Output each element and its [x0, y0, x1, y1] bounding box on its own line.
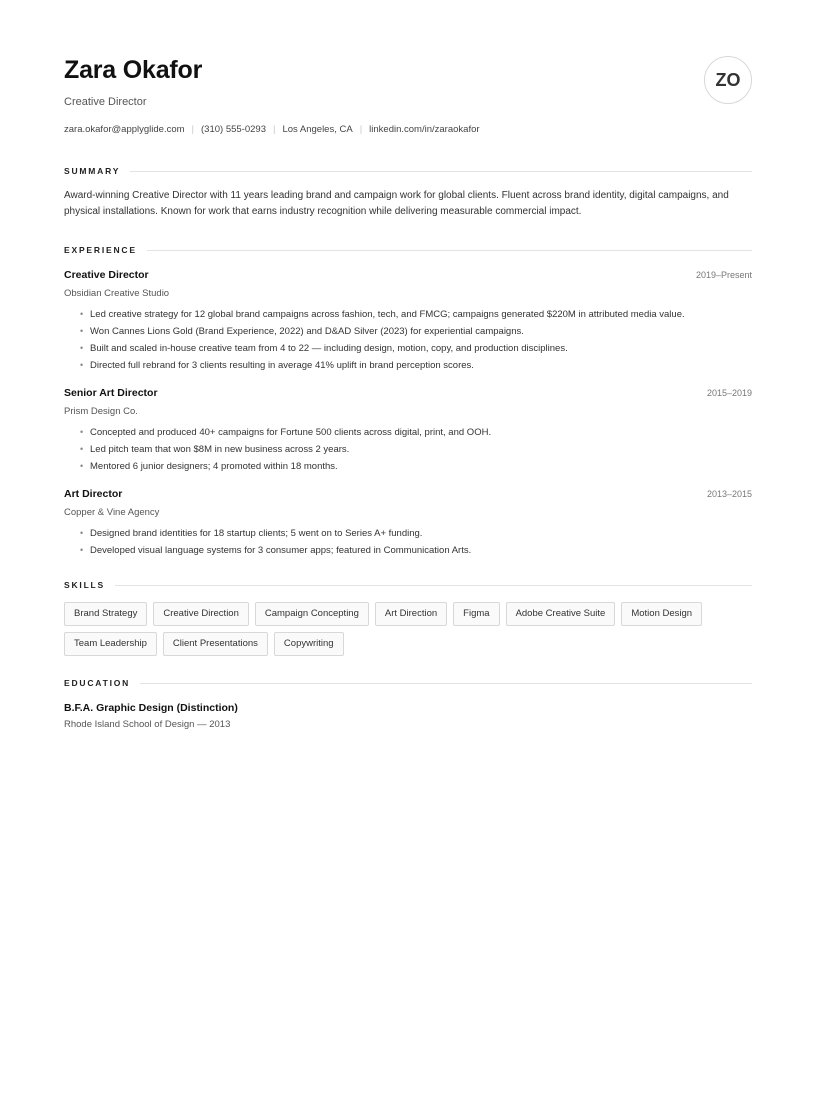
bullet-item: • Won Cannes Lions Gold (Brand Experience, 2022) and D&AD Silver (2023) for experiential campaigns.	[80, 323, 685, 340]
contact-separator: |	[191, 124, 195, 135]
job-company: Obsidian Creative Studio	[64, 288, 170, 299]
contact-separator: |	[272, 124, 276, 135]
contact-separator: |	[359, 124, 363, 135]
contact-phone[interactable]: (310) 555-0293	[201, 124, 266, 135]
contact-line	[64, 124, 480, 135]
skills-list	[64, 602, 752, 656]
avatar-initials: ZO	[715, 69, 741, 90]
candidate-role: Creative Director	[64, 96, 147, 108]
skill-tag: Creative Direction	[153, 602, 249, 626]
education-section-header	[64, 677, 752, 689]
skill-tag: Copywriting	[274, 632, 344, 656]
job-title: Senior Art Director	[64, 387, 158, 399]
education-degree: B.F.A. Graphic Design (Distinction)	[64, 702, 238, 714]
job-bullets	[80, 306, 685, 374]
section-title: EDUCATION	[64, 678, 131, 688]
skill-tag: Team Leadership	[64, 632, 157, 656]
bullet-item: • Built and scaled in-house creative team from 4 to 22 — including design, motion, copy, and production disciplines.	[80, 340, 685, 357]
job-company: Copper & Vine Agency	[64, 507, 160, 518]
section-divider	[147, 250, 752, 251]
job-title: Creative Director	[64, 269, 149, 281]
bullet-item: • Led pitch team that won $8M in new business across 2 years.	[80, 441, 491, 458]
bullet-item: • Concepted and produced 40+ campaigns for Fortune 500 clients across digital, print, and OOH.	[80, 424, 491, 441]
contact-linkedin[interactable]: linkedin.com/in/zaraokafor	[369, 124, 480, 135]
section-divider	[130, 171, 752, 172]
skill-tag: Adobe Creative Suite	[506, 602, 616, 626]
section-title: SUMMARY	[64, 166, 121, 176]
summary-text: Award-winning Creative Director with 11 years leading brand and campaign work for global clients. Fluent across brand identity, digital campaigns, and physical installations. Known for work that earns industry recognition while delivering measurable commercial impact.	[64, 190, 729, 217]
bullet-item: • Led creative strategy for 12 global brand campaigns across fashion, tech, and FMCG; campaigns generated $220M in attributed media value.	[80, 306, 685, 323]
education-school: Rhode Island School of Design — 2013	[64, 719, 231, 730]
job-bullets	[80, 424, 491, 475]
skills-section-header	[64, 579, 752, 591]
skill-tag: Brand Strategy	[64, 602, 147, 626]
summary-section-header	[64, 165, 752, 177]
job-dates: 2013–2015	[706, 489, 752, 499]
avatar	[704, 56, 752, 104]
section-divider	[115, 585, 752, 586]
bullet-item: • Developed visual language systems for 3 consumer apps; featured in Communication Arts.	[80, 542, 471, 559]
experience-section-header	[64, 244, 752, 256]
skill-tag: Art Direction	[375, 602, 447, 626]
skill-tag: Campaign Concepting	[255, 602, 369, 626]
section-title: SKILLS	[64, 580, 106, 590]
job-dates: 2019–Present	[695, 270, 752, 280]
job-title: Art Director	[64, 488, 123, 500]
contact-email[interactable]: zara.okafor@applyglide.com	[64, 124, 185, 135]
job-dates: 2015–2019	[706, 388, 752, 398]
skill-tag: Client Presentations	[163, 632, 268, 656]
section-title: EXPERIENCE	[64, 245, 137, 255]
section-divider	[140, 683, 752, 684]
skill-tag: Figma	[453, 602, 499, 626]
job-company: Prism Design Co.	[64, 406, 138, 417]
bullet-item: • Designed brand identities for 18 startup clients; 5 went on to Series A+ funding.	[80, 525, 471, 542]
bullet-item: • Mentored 6 junior designers; 4 promoted within 18 months.	[80, 458, 491, 475]
contact-location: Los Angeles, CA	[282, 124, 353, 135]
bullet-item: • Directed full rebrand for 3 clients resulting in average 41% uplift in brand perception scores.	[80, 357, 685, 374]
candidate-name: Zara Okafor	[64, 56, 203, 84]
skill-tag: Motion Design	[621, 602, 702, 626]
job-bullets	[80, 525, 471, 559]
